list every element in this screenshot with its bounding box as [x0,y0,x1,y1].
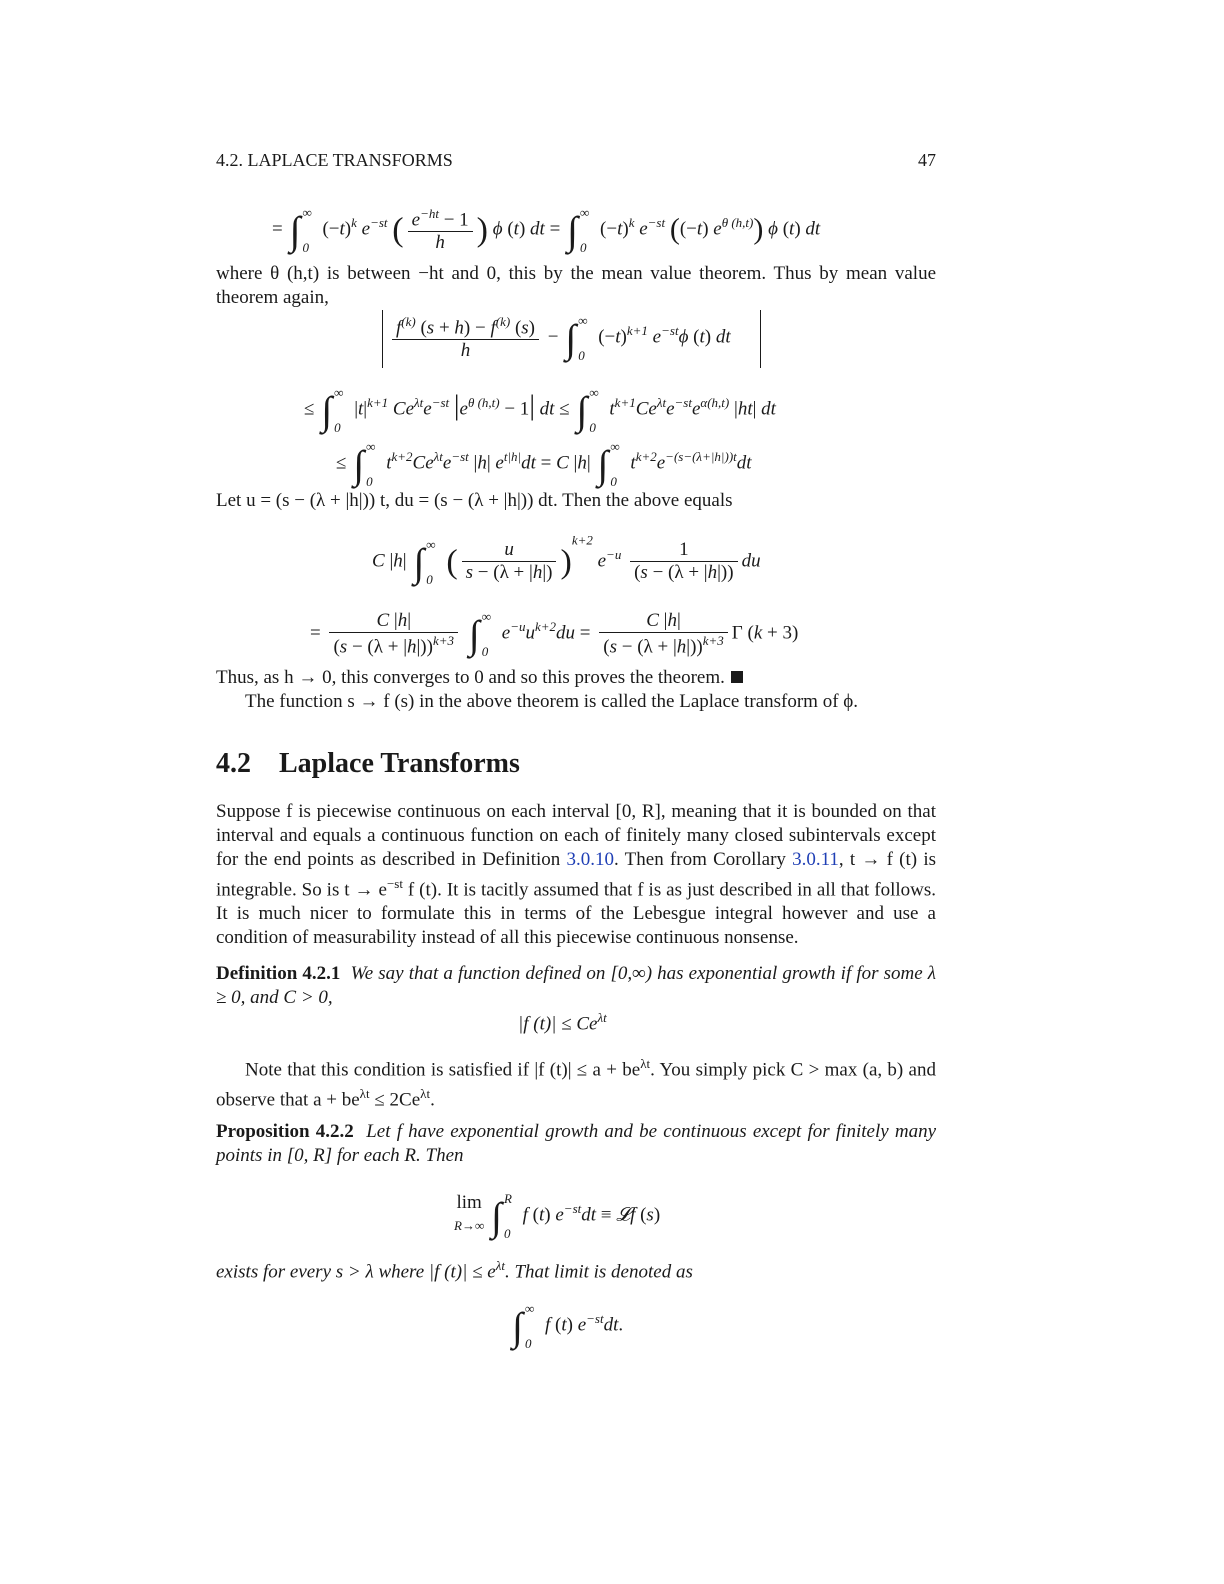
running-header [216,150,936,171]
thus-text: Thus, as h → 0, this converges to 0 and so this proves the theorem. [216,667,725,688]
equation-1: = ∫ ∞ 0 $(-t)^k$ $e^{-st}$ ( $\frac{e^{-ht} - 1}{h}$ ) ϕ (t) dt = ∫ ∞ 0 $(-t)^k$ $e^{-st}$ ((−t) $e^{\theta (h,t)}$) ϕ (t) dt [272,205,821,256]
section-title: Laplace Transforms [279,748,520,779]
intro-text-4: f (t). It is tacitly assumed that f is as just described in all that follows. It is much nicer to formulate this in terms of the Lebesgue integral however and use a condition of measurability instead of all this piecewise continuous nonsense. [216,879,936,949]
equation-6: = $\frac{C |h|}{(s - (\lambda + |h|))^{k+3}}$ ∫ ∞ 0 $e^{-u}u^{k+2}du$ = $\frac{C |h|}{(s - (\lambda + |h|))^{k+3}}$ Γ (k + 3) [310,609,799,660]
proposition-text: Let f have exponential growth and be continuous except for finitely many points in [0, R] for each R. Then [216,1121,937,1166]
function-paragraph: The function s → f (s) in the above theorem is called the Laplace transform of ϕ. [245,691,859,712]
corollary-link[interactable]: 3.0.11 [792,849,839,870]
limit-equation: lim R→∞ ∫ $^R$ 0 f (t) $e^{-st}dt$ ≡ 𝓛f (s) [454,1191,661,1242]
intro-paragraph [216,800,936,950]
definition-text: We say that a function defined on [0,∞) has exponential growth if for some λ ≥ 0, and C > 0, [216,963,937,1008]
intro-text-3: , t → f (t) is integrable. So is t → e [216,849,936,901]
thus-paragraph [216,666,936,690]
definition-label: Definition 4.2.1 [216,963,341,984]
equation-3: ≤ ∫ ∞ 0 $|t|^{k+1}$ $Ce^{\lambda t}e^{-st}$ $|e^{\theta (h,t)} - 1|$ dt ≤ ∫ ∞ 0 $t^{k+1}Ce^{\lambda t}e^{-st}e^{\alpha(h,t)}$ |ht| dt [304,385,776,436]
note-paragraph: Note that this condition is satisfied if |f $(t)| \le a + be^{\lambda t}$. You simply pick C > max (a, b) and observe that $a + be^{\lambda t} \le 2Ce^{\lambda t}$. [216,1056,936,1111]
definition-block [216,962,936,1010]
definition-formula: |f $(t)| \le Ce^{\lambda t}$ [518,1010,607,1035]
equation-5: C |h| ∫ ∞ 0 ( $\frac{u}{s - (\lambda + |h|)}$ )$^{k+2}$ $e^{-u}$ $\frac{1}{(s - (\lambda + |h|))}$ du [372,532,761,588]
intro-text-2: . Then from Corollary [614,849,793,870]
intro-sup: −st [386,876,403,891]
equation-4: ≤ ∫ ∞ 0 $t^{k+2}Ce^{\lambda t}e^{-st}$ |h| $e^{t|h|}dt = C$ |h| ∫ ∞ 0 $t^{k+2}e^{-(s-(\lambda+|h|))t}dt$ [336,439,752,490]
qed-icon [731,671,743,683]
running-title: 4.2. LAPLACE TRANSFORMS [216,150,453,170]
let-paragraph: Let u = (s − (λ + |h|)) t, du = (s − (λ + |h|)) dt. Then the above equals [216,490,733,511]
equation-2: $\frac{f^{(k)} (s + h) - f^{(k)} (s)}{h}$ − ∫ ∞ 0 $(-t)^{k+1}$ $e^{-st}\phi$ (t) dt [388,306,731,371]
abs-bar-right [760,310,761,368]
page [216,0,936,1584]
where-paragraph: where θ (h,t) is between −ht and 0, this by the mean value theorem. Thus by mean value theorem again, [216,263,936,308]
page-number: 47 [918,150,936,170]
final-integral: ∫ ∞ 0 f (t) $e^{-st}dt$. [512,1301,624,1352]
intro-text-1: Suppose f is piecewise continuous on each interval [0, R], meaning that it is bounded on that interval and equals a continuous function on each of finitely many closed subintervals except for the end points as described in Definition [216,801,936,870]
definition-link[interactable]: 3.0.10 [566,849,615,870]
exists-paragraph: exists for every s > λ where |f $(t)| \le e^{\lambda t}$. That limit is denoted as [216,1258,693,1283]
section-heading [216,748,520,780]
proposition-block [216,1120,936,1168]
proposition-label: Proposition 4.2.2 [216,1121,354,1142]
abs-bar-left [382,310,383,368]
section-number: 4.2 [216,748,251,779]
